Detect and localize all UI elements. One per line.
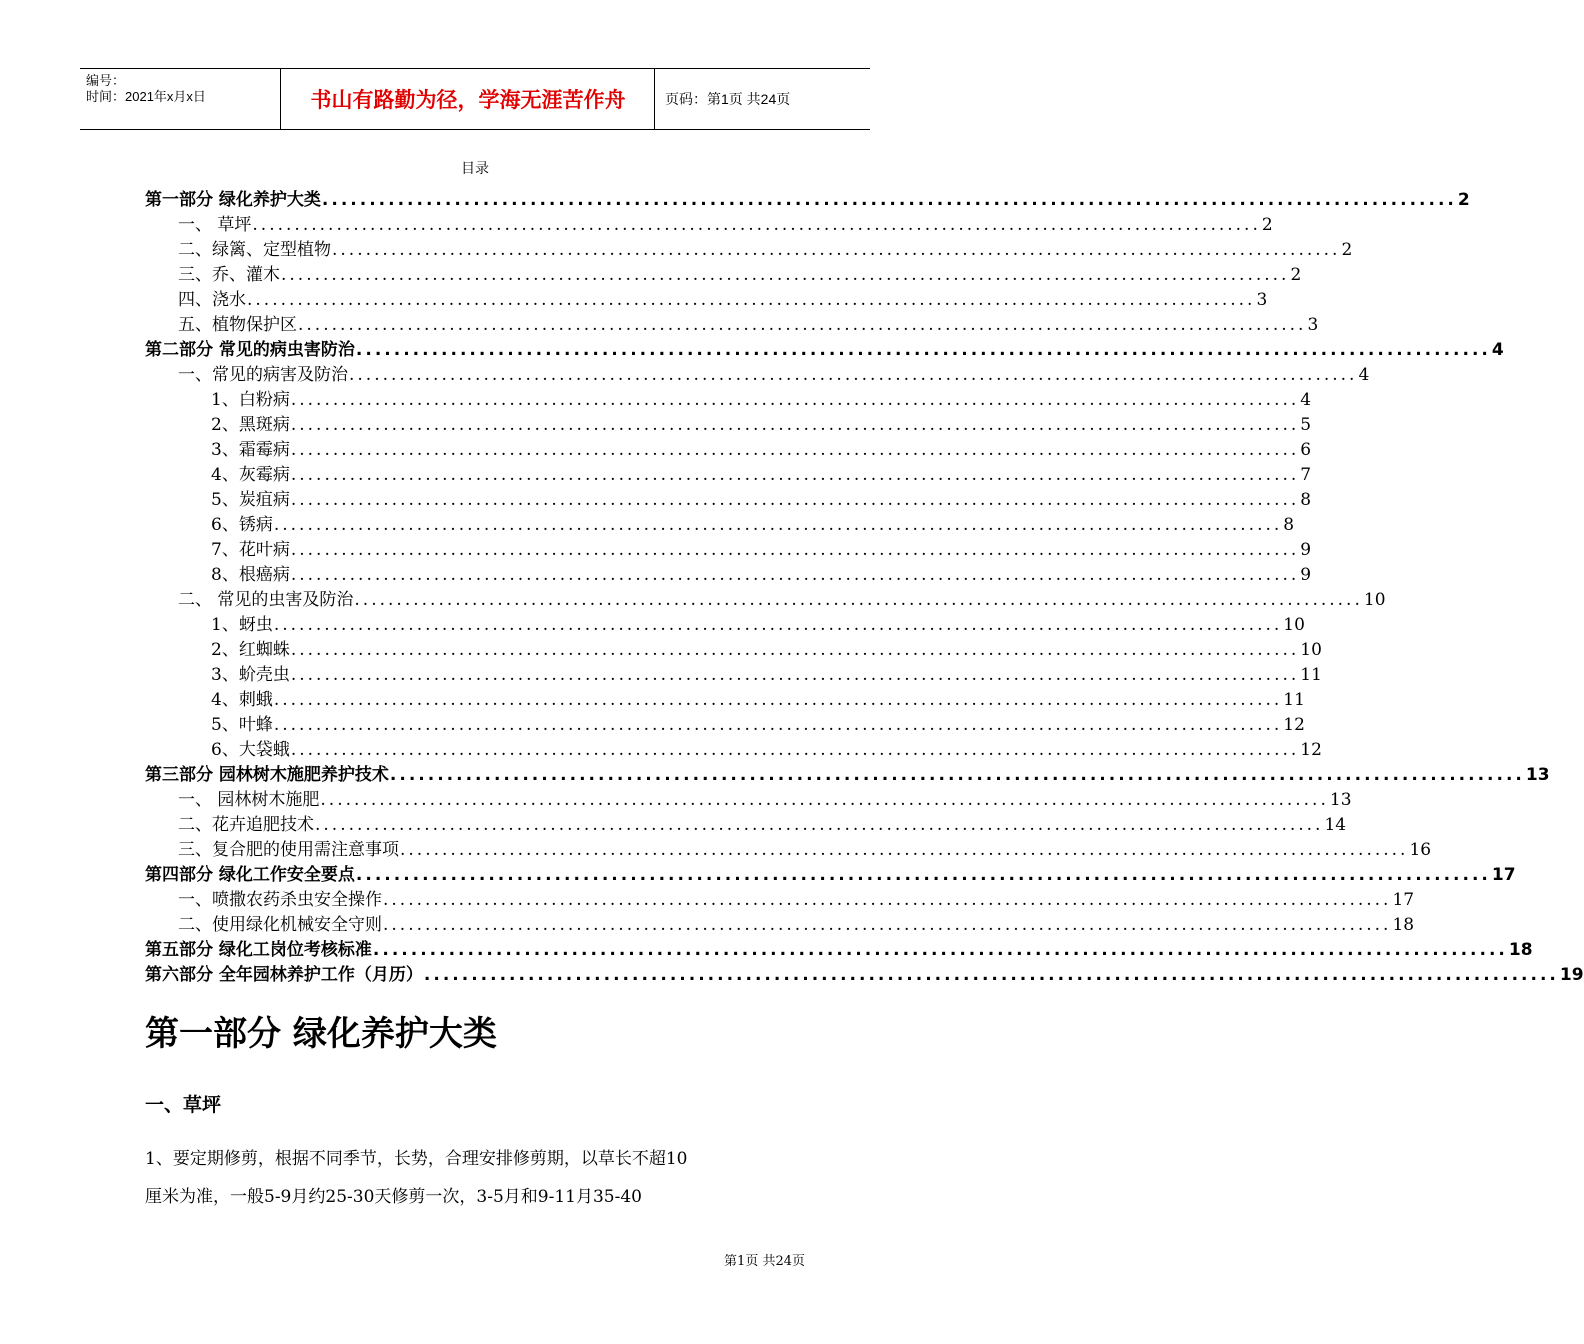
toc-leader-dots: ........................................................................................................................: [273, 615, 1283, 635]
toc-entry-page: 10: [1363, 590, 1386, 610]
toc-entry-label: 二、花卉追肥技术: [178, 815, 314, 835]
toc-entry[interactable]: [145, 438, 1312, 463]
toc-leader-dots: ........................................................................................................................: [389, 765, 1525, 785]
toc-entry-page: 2: [1290, 265, 1302, 285]
toc-entry[interactable]: [145, 388, 1312, 413]
toc-leader-dots: ........................................................................................................................: [332, 240, 1341, 260]
toc-leader-dots: ........................................................................................................................: [281, 265, 1290, 285]
toc-leader-dots: ........................................................................................................................: [423, 965, 1559, 985]
toc-entry-page: 16: [1409, 840, 1432, 860]
toc-entry-page: 18: [1392, 915, 1415, 935]
toc-entry[interactable]: [145, 463, 1312, 488]
toc-entry[interactable]: [145, 838, 1432, 863]
toc-leader-dots: ........................................................................................................................: [290, 640, 1300, 660]
toc-entry-page: 18: [1508, 940, 1533, 960]
toc-entry-label: 二、绿篱、定型植物: [178, 240, 331, 260]
toc-entry[interactable]: [145, 538, 1312, 563]
toc-entry[interactable]: [145, 313, 1319, 338]
page-header: [80, 68, 870, 130]
toc-leader-dots: ........................................................................................................................: [290, 565, 1300, 585]
toc-entry-label: 6、大袋蛾: [211, 740, 290, 760]
toc-entry[interactable]: [145, 863, 1516, 888]
toc-entry-label: 一、 草坪: [178, 215, 252, 235]
toc-entry[interactable]: [145, 638, 1322, 663]
toc-entry-page: 12: [1300, 740, 1322, 760]
toc-leader-dots: ........................................................................................................................: [290, 540, 1300, 560]
toc-entry-label: 第五部分 绿化工岗位考核标准: [145, 940, 372, 960]
toc-entry-label: 一、常见的病害及防治: [178, 365, 348, 385]
toc-leader-dots: ........................................................................................................................: [355, 865, 1491, 885]
toc-leader-dots: ........................................................................................................................: [290, 415, 1300, 435]
toc-leader-dots: ........................................................................................................................: [290, 440, 1300, 460]
toc-entry-page: 17: [1392, 890, 1415, 910]
toc-entry-label: 第六部分 全年园林养护工作（月历）: [145, 965, 423, 985]
toc-entry[interactable]: [145, 613, 1305, 638]
toc-leader-dots: ........................................................................................................................: [290, 490, 1300, 510]
toc-entry[interactable]: [145, 813, 1347, 838]
toc-leader-dots: ........................................................................................................................: [372, 940, 1508, 960]
toc-entry[interactable]: [145, 213, 1273, 238]
toc-entry-label: 三、复合肥的使用需注意事项: [178, 840, 399, 860]
toc-entry-page: 10: [1300, 640, 1322, 660]
toc-entry-label: 一、 园林树木施肥: [178, 790, 320, 810]
toc-entry-label: 3、霜霉病: [211, 440, 290, 460]
toc-entry-label: 1、蚜虫: [211, 615, 273, 635]
toc-leader-dots: ........................................................................................................................: [400, 840, 1409, 860]
toc-leader-dots: ........................................................................................................................: [383, 890, 1392, 910]
header-meta: [80, 69, 281, 129]
toc-entry-page: 19: [1559, 965, 1584, 985]
toc-entry-page: 4: [1300, 390, 1312, 410]
toc-leader-dots: ........................................................................................................................: [383, 915, 1392, 935]
toc-entry[interactable]: [145, 888, 1415, 913]
toc-entry[interactable]: [145, 788, 1352, 813]
toc-leader-dots: ........................................................................................................................: [354, 590, 1363, 610]
toc-entry[interactable]: [145, 513, 1295, 538]
toc-leader-dots: ........................................................................................................................: [320, 790, 1329, 810]
body-paragraph: [145, 1140, 807, 1216]
number-label: 编号：: [86, 73, 126, 88]
toc-entry-label: 四、浇水: [178, 290, 246, 310]
toc-leader-dots: ........................................................................................................................: [252, 215, 1261, 235]
toc-leader-dots: ........................................................................................................................: [298, 315, 1307, 335]
toc-entry[interactable]: [145, 188, 1470, 213]
toc-leader-dots: ........................................................................................................................: [247, 290, 1256, 310]
toc-entry-label: 4、灰霉病: [211, 465, 290, 485]
toc-entry-page: 12: [1283, 715, 1305, 735]
toc-entry[interactable]: [145, 588, 1386, 613]
toc-entry-page: 2: [1457, 190, 1470, 210]
toc-entry-page: 2: [1341, 240, 1353, 260]
toc-entry-label: 1、白粉病: [211, 390, 290, 410]
toc-entry-label: 三、乔、灌木: [178, 265, 280, 285]
toc-entry-label: 一、喷撒农药杀虫安全操作: [178, 890, 382, 910]
table-of-contents: [145, 188, 1584, 988]
toc-leader-dots: ........................................................................................................................: [273, 690, 1283, 710]
toc-entry-label: 5、炭疽病: [211, 490, 290, 510]
toc-leader-dots: ........................................................................................................................: [290, 390, 1300, 410]
toc-entry[interactable]: [145, 563, 1312, 588]
toc-leader-dots: ........................................................................................................................: [315, 815, 1324, 835]
toc-leader-dots: ........................................................................................................................: [290, 465, 1300, 485]
time-label: 时间：2021年x月x日: [86, 89, 206, 104]
toc-entry-page: 3: [1307, 315, 1319, 335]
toc-leader-dots: ........................................................................................................................: [355, 340, 1491, 360]
toc-entry-label: 7、花叶病: [211, 540, 290, 560]
toc-title: 目录: [461, 161, 489, 177]
toc-entry-page: 4: [1491, 340, 1504, 360]
toc-entry-page: 14: [1324, 815, 1347, 835]
toc-entry-page: 3: [1256, 290, 1268, 310]
toc-entry-page: 7: [1300, 465, 1312, 485]
toc-entry[interactable]: [145, 913, 1415, 938]
toc-entry-page: 6: [1300, 440, 1312, 460]
toc-entry-page: 13: [1525, 765, 1550, 785]
paragraph-line: 厘米为准，一般5-9月约25-30天修剪一次，3-5月和9-11月35-40: [145, 1187, 642, 1207]
toc-entry[interactable]: [145, 413, 1312, 438]
toc-entry-label: 6、锈病: [211, 515, 273, 535]
toc-entry-page: 10: [1283, 615, 1305, 635]
toc-entry-page: 9: [1300, 565, 1312, 585]
toc-leader-dots: ........................................................................................................................: [273, 515, 1283, 535]
toc-entry[interactable]: [145, 963, 1584, 988]
toc-entry-label: 2、红蜘蛛: [211, 640, 290, 660]
toc-leader-dots: ........................................................................................................................: [349, 365, 1358, 385]
toc-entry-label: 第二部分 常见的病虫害防治: [145, 340, 355, 360]
toc-entry-label: 4、刺蛾: [211, 690, 273, 710]
subsection-heading: 一、草坪: [145, 1094, 222, 1116]
toc-entry-label: 第三部分 园林树木施肥养护技术: [145, 765, 389, 785]
toc-entry[interactable]: [145, 688, 1305, 713]
toc-entry[interactable]: [145, 763, 1550, 788]
toc-entry-page: 8: [1283, 515, 1295, 535]
toc-entry-label: 二、使用绿化机械安全守则: [178, 915, 382, 935]
toc-entry[interactable]: [145, 713, 1305, 738]
toc-leader-dots: ........................................................................................................................: [273, 715, 1283, 735]
toc-entry-page: 4: [1358, 365, 1370, 385]
toc-entry-label: 2、黑斑病: [211, 415, 290, 435]
toc-entry[interactable]: [145, 263, 1302, 288]
header-motto: 书山有路勤为径，学海无涯苦作舟: [282, 69, 655, 129]
toc-entry[interactable]: [145, 238, 1353, 263]
toc-entry[interactable]: [145, 938, 1533, 963]
toc-entry[interactable]: [145, 338, 1504, 363]
toc-entry[interactable]: [145, 738, 1322, 763]
toc-entry-page: 2: [1261, 215, 1273, 235]
section-heading: 第一部分 绿化养护大类: [145, 1014, 497, 1054]
toc-entry[interactable]: [145, 288, 1268, 313]
toc-entry-page: 13: [1329, 790, 1352, 810]
toc-entry-label: 第四部分 绿化工作安全要点: [145, 865, 355, 885]
toc-leader-dots: ........................................................................................................................: [290, 665, 1300, 685]
paragraph-line: 1、要定期修剪，根据不同季节，长势，合理安排修剪期，以草长不超10: [145, 1149, 688, 1169]
toc-entry-label: 3、蚧壳虫: [211, 665, 290, 685]
toc-entry-page: 8: [1300, 490, 1312, 510]
toc-entry[interactable]: [145, 363, 1370, 388]
header-page-info: 页码：第1页 共24页: [665, 91, 791, 107]
toc-entry-label: 五、植物保护区: [178, 315, 297, 335]
toc-leader-dots: ........................................................................................................................: [290, 740, 1300, 760]
toc-entry-label: 8、根癌病: [211, 565, 290, 585]
toc-entry[interactable]: [145, 663, 1322, 688]
toc-entry-label: 二、 常见的虫害及防治: [178, 590, 354, 610]
page-footer: 第1页 共24页: [724, 1254, 805, 1269]
toc-entry-page: 11: [1283, 690, 1305, 710]
toc-entry[interactable]: [145, 488, 1312, 513]
toc-entry-label: 第一部分 绿化养护大类: [145, 190, 321, 210]
toc-entry-label: 5、叶蜂: [211, 715, 273, 735]
toc-leader-dots: ........................................................................................................................: [321, 190, 1457, 210]
toc-entry-page: 11: [1300, 665, 1322, 685]
toc-entry-page: 5: [1300, 415, 1312, 435]
toc-entry-page: 9: [1300, 540, 1312, 560]
toc-entry-page: 17: [1491, 865, 1516, 885]
